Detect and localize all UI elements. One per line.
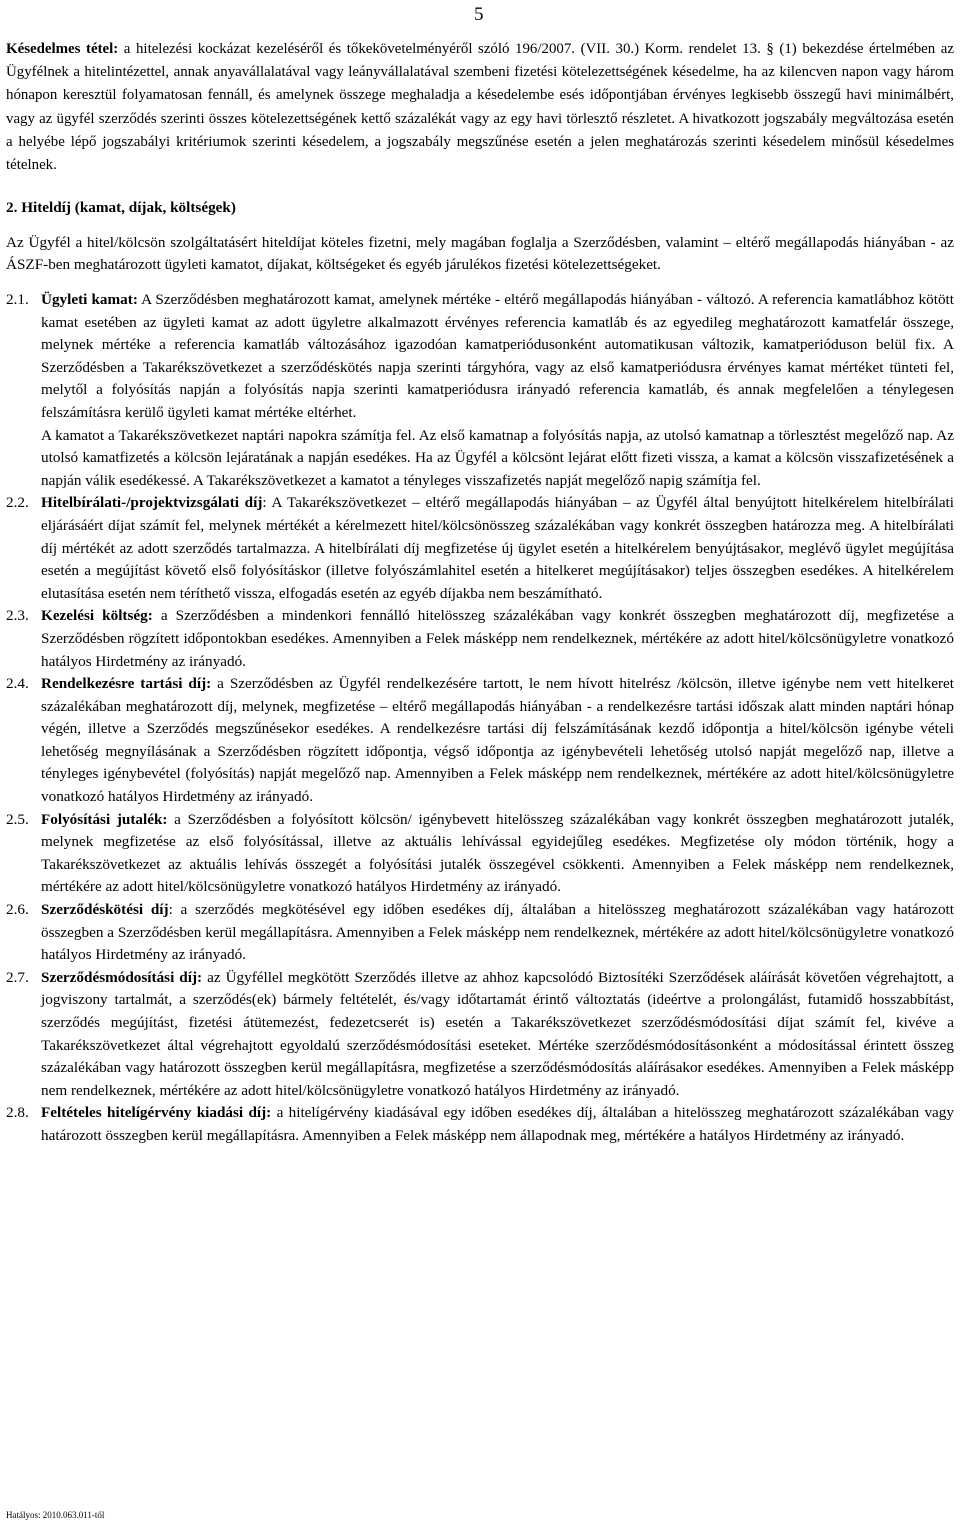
item-title: Feltételes hitelígérvény kiadási díj: (41, 1104, 272, 1122)
item-number: 2.3. (6, 607, 29, 625)
late-item-title: Késedelmes tétel: (6, 41, 119, 57)
document-body (6, 38, 954, 1148)
item-title: Szerződésmódosítási díj: (41, 968, 203, 986)
item-text: : a szerződés megkötésével egy időben esedékes díj, általában a hitelösszeg meghatározott százalékában vagy határozott összegben a Szerződésben kerül megállapításra. Amennyiben a Felek másképp nem rendelkeznek, mértékére az adott hitel/kölcsönügyletre vonatkozó hatályos Hirdetmény az irányadó. (41, 901, 954, 964)
item-2-1 (6, 289, 954, 492)
item-title: Szerződéskötési díj (41, 901, 169, 919)
item-text: a Szerződésben az Ügyfél rendelkezésére tartott, le nem hívott hitelrész /kölcsön, illetve igénybe nem vett hitelkeret százalékában meghatározott díj, melynek, megfizetése – eltérő megállapodás hiányában - a rendelkezésre tartási időszak alatt minden naptári hónap végén, illetve a Szerződés megszűnésekor esedékes. A rendelkezésre tartási díj felszámításának kezdő időpontja a hitel/kölcsön igénybe vételi lehetőség megnyílásának a Szerződésben rögzített időpontja, végső időpontja az igénybevételi lehetőség utolsó napját megelőző nap, illetve a tényleges igénybevétel (folyósítás) napját megelőző nap. Amennyiben a Felek másképp nem rendelkeznek, mértékére az adott hitel/kölcsönügyletre vonatkozó hatályos Hirdetmény az irányadó. (41, 675, 954, 806)
item-2-5 (6, 809, 954, 899)
item-2-6 (6, 899, 954, 967)
item-number: 2.4. (6, 675, 29, 693)
item-2-4 (6, 673, 954, 809)
item-title: Ügyleti kamat: (41, 291, 138, 308)
item-title: Folyósítási jutalék: (41, 810, 168, 828)
item-number: 2.5. (6, 810, 29, 828)
item-2-2 (6, 492, 954, 605)
late-item-paragraph (6, 38, 954, 177)
item-2-8 (6, 1102, 954, 1147)
item-title: Kezelési költség: (41, 607, 153, 625)
item-number: 2.1. (6, 291, 29, 308)
footer-validity: Hatályos: 2010.063.011-től (6, 1510, 105, 1520)
item-2-3 (6, 605, 954, 673)
item-number: 2.2. (6, 494, 29, 512)
item-text-continued: A kamatot a Takarékszövetkezet naptári napokra számítja fel. Az első kamatnap a folyósítás napja, az utolsó kamatnap a törlesztést megelőző nap. Az utolsó kamatfizetés a kölcsön lejáratának a napján esedékes. Ha az Ügyfél a kölcsönt lejárat előtt fizeti vissza, a kamat a kölcsön visszafizetésének a napján válik esedékessé. A Takarékszövetkezet a kamatot a tényleges visszafizetés napját megelőző napig számítja fel. (41, 426, 954, 489)
item-title: Hitelbírálati-/projektvizsgálati díj (41, 494, 263, 512)
item-text: a hitelígérvény kiadásával egy időben esedékes díj, általában a hitelösszeg meghatározott százalékában vagy határozott összegben kerül megállapításra. Amennyiben a Felek másképp nem állapodnak meg, mértékére a hatályos Hirdetmény az irányadó. (41, 1104, 954, 1144)
item-text: az Ügyféllel megkötött Szerződés illetve az ahhoz kapcsolódó Biztosítéki Szerződések aláírását követően végrehajtott, a jogviszony tartalmát, a szerződés(ek) bármely feltételét, és/vagy időtartamát érintő változtatás (ideértve a prolongálást, futamidő hosszabbítást, szerződés megújítást, fizetési átütemezést, fedezetcserét is) esetén a Takarékszövetkezet szerződésmódosítási díjat számít fel, kivéve a Takarékszövetkezet által végrehajtott egyoldalú szerződésmódosítási eseteket. Mértéke szerződésmódosításonként a módosítással érintett összeg százalékában vagy határozott összegben kerül megállapításra, megfizetése a szerződésmódosítás aláírásakor esedékes. Amennyiben a Felek másképp nem rendelkeznek, mértékére az adott hitel/kölcsönügyletre vonatkozó hatályos Hirdetmény az irányadó. (41, 968, 954, 1099)
item-text: : A Takarékszövetkezet – eltérő megállapodás hiányában – az Ügyfél által benyújtott hitelkérelem hitelbírálati eljárásáért díjat számít fel, melynek mértékét a kérelmezett hitel/kölcsönösszeg százalékában vagy konkrét összegben határozza meg. A hitelbírálati díj mértékét az adott szerződés tartalmazza. A hitelbírálati díj megfizetése új ügylet esetén a hitelkérelem benyújtásakor, meglévő ügylet megújítása esetén a megújítást követő első folyósításkor (illetve folyószámlahitel esetén a hitelkeret megújításakor) teljes összegben esedékes. A hitelkérelem elutasítása esetén nem téríthető vissza, elfogadás esetén az egyéb díjakba nem beszámítható. (41, 494, 955, 602)
item-number: 2.8. (6, 1104, 29, 1122)
section-number: 2. (6, 199, 18, 217)
item-text: A Szerződésben meghatározott kamat, amelynek mértéke - eltérő megállapodás hiányában - változó. A referencia kamatlábhoz kötött kamat esetében az ügyleti kamat az adott ügyletre alkalmazott érvényes referencia kamatláb és az egyedileg meghatározott kamatfelár összege, melynek mértéke a referencia kamatláb változásához igazodóan kamatperiódusonként automatikusan változik, kamatperióduson belül fix. A Szerződésben a Takarékszövetkezet a szerződéskötés napja szerinti tárgyhóra, vagy az első kamatperiódusra érvényes kamat mértéket tünteti fel, melytől a folyósítás napján a folyósítás napja szerinti kamatperiódusra irányadó referencia kamatláb, és annak megfelelően a ténylegesen felszámításra kerülő ügyleti kamat mértéke eltérhet. (41, 291, 954, 421)
item-2-7 (6, 967, 954, 1103)
item-number: 2.6. (6, 901, 29, 919)
item-number: 2.7. (6, 968, 29, 986)
item-text: a Szerződésben a mindenkori fennálló hitelösszeg százalékában vagy konkrét összegben meghatározott díj, megfizetése a Szerződésben rögzített időpontokban esedékes. Amennyiben a Felek másképp nem rendelkeznek, mértékére az adott hitel/kölcsönügyletre vonatkozó hatályos Hirdetmény az irányadó. (41, 607, 954, 670)
section-intro: Az Ügyfél a hitel/kölcsön szolgáltatásért hiteldíjat köteles fizetni, mely magában foglalja a Szerződésben, valamint – eltérő megállapodás hiányában - az ÁSZF-ben meghatározott ügyleti kamatot, díjakat, költségeket és egyéb járulékos fizetési kötelezettségeket. (6, 233, 954, 274)
item-text: a Szerződésben a folyósított kölcsön/ igénybevett hitelösszeg százalékában vagy konkrét összegben meghatározott jutalék, melynek megfizetése az első folyósítással, illetve az aktuális lehívással egyidejűleg esedékes. Megfizetése oly módon történik, hogy a Takarékszövetkezet az aktuális lehívás összegét a folyósítási jutalék összegével csökkenti. Amennyiben a Felek másképp nem rendelkeznek, mértékére az adott hitel/kölcsönügyletre vonatkozó hatályos Hirdetmény az irányadó. (41, 810, 954, 896)
item-title: Rendelkezésre tartási díj: (41, 675, 212, 693)
page-number: 5 (474, 4, 484, 25)
late-item-text: a hitelezési kockázat kezeléséről és tőkekövetelményéről szóló 196/2007. (VII. 30.) Korm. rendelet 13. § (1) bekezdése értelmében az Ügyfélnek a hitelintézettel, annak anyavállalatával vagy leányvállalatával szembeni fizetési kötelezettségének késedelme, ha az kilencven napon vagy három hónapon keresztül folyamatosan fennáll, és amelynek összege meghaladja a késedelembe esés időpontjában érvényes legkisebb összegű havi minimálbért, vagy az ügyfél szerződés szerinti összes kötelezettségének kettő százalékát vagy az egy havi törlesztő részletet. A hivatkozott jogszabály megváltozása esetén a helyébe lépő jogszabályi kritériumok szerinti késedelem, a jogszabály megszűnése esetén a jelen meghatározás szerinti késedelem minősül késedelmes tételnek. (6, 41, 954, 174)
section-heading (6, 197, 954, 220)
section-title: Hiteldíj (kamat, díjak, költségek) (21, 199, 236, 217)
